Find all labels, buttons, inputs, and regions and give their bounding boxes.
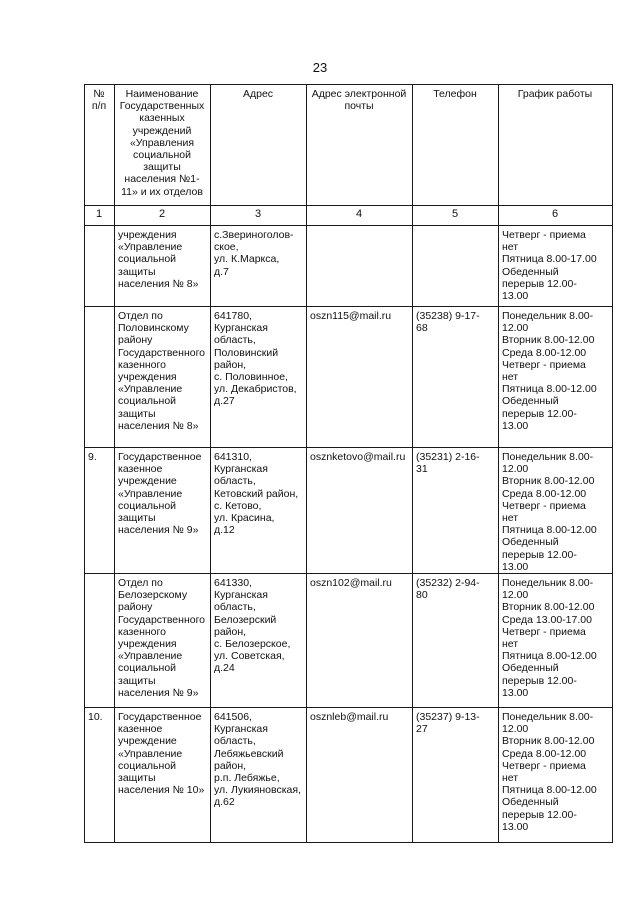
table-hline xyxy=(84,573,613,574)
header-address: Адрес xyxy=(242,88,274,100)
table-vline xyxy=(498,84,499,842)
row-name: учреждения «Управление социальной защиты населения № 8» xyxy=(118,229,199,290)
row-no: 9. xyxy=(88,451,97,463)
row-address: с.Звериноголов- ское, ул. К.Маркса, д.7 xyxy=(214,229,294,278)
table-hline xyxy=(84,842,613,843)
table-vline xyxy=(306,84,307,842)
table-vline xyxy=(84,84,85,842)
table-vline xyxy=(612,84,613,842)
row-email: oszn115@mail.ru xyxy=(310,310,392,322)
row-schedule: Понедельник 8.00- 12.00 Вторник 8.00-12.00 Среда 13.00-17.00 Четверг - приема нет Пятница 8.00-12.00 Обеденный перерыв 12.00- 13.00 xyxy=(502,577,597,699)
row-address: 641310, Курганская область, Кетовский район, с. Кетово, ул. Красина, д.12 xyxy=(214,451,299,537)
row-schedule: Четверг - приема нет Пятница 8.00-17.00 Обеденный перерыв 12.00- 13.00 xyxy=(502,229,597,303)
row-schedule: Понедельник 8.00- 12.00 Вторник 8.00-12.00 Среда 8.00-12.00 Четверг - приема нет Пятница 8.00-12.00 Обеденный перерыв 12.00- 13.00 xyxy=(502,451,597,573)
table-hline xyxy=(84,225,613,226)
row-email: osznleb@mail.ru xyxy=(310,711,389,723)
header-schedule: График работы xyxy=(517,88,593,100)
header-phone: Телефон xyxy=(433,88,477,100)
table-hline xyxy=(84,205,613,206)
row-phone: (35238) 9-17- 68 xyxy=(416,310,480,335)
row-email: osznketovo@mail.ru xyxy=(310,451,406,463)
page-number: 23 xyxy=(312,60,328,75)
row-no: 10. xyxy=(88,711,103,723)
row-name: Государственное казенное учреждение «Управление социальной защиты населения № 10» xyxy=(118,711,205,797)
row-schedule: Понедельник 8.00- 12.00 Вторник 8.00-12.00 Среда 8.00-12.00 Четверг - приема нет Пятница 8.00-12.00 Обеденный перерыв 12.00- 13.00 xyxy=(502,711,597,833)
table-hline xyxy=(84,707,613,708)
column-number: 5 xyxy=(451,208,459,220)
table-hline xyxy=(84,447,613,448)
column-number: 2 xyxy=(158,208,166,220)
table-hline xyxy=(84,84,613,85)
row-name: Государственное казенное учреждение «Управление социальной защиты населения № 9» xyxy=(118,451,202,537)
row-email: oszn102@mail.ru xyxy=(310,577,392,589)
row-address: 641330, Курганская область, Белозерский район, с. Белозерское, ул. Советская, д.24 xyxy=(214,577,291,675)
row-phone: (35237) 9-13- 27 xyxy=(416,711,480,736)
column-number: 4 xyxy=(355,208,363,220)
table-vline xyxy=(412,84,413,842)
row-address: 641780, Курганская область, Половинский район, с. Половинное, ул. Декабристов, д.27 xyxy=(214,310,297,408)
row-address: 641506, Курганская область, Лебяжьевский район, р.п. Лебяжье, ул. Лукияновская, д.62 xyxy=(214,711,301,809)
column-number: 1 xyxy=(95,208,103,220)
column-number: 6 xyxy=(551,208,559,220)
column-number: 3 xyxy=(254,208,262,220)
row-name: Отдел по Белозерскому району Государственного казенного учреждения «Управление социальной защиты населения № 9» xyxy=(118,577,206,699)
table-hline xyxy=(84,306,613,307)
row-phone: (35232) 2-94- 80 xyxy=(416,577,480,602)
row-phone: (35231) 2-16- 31 xyxy=(416,451,480,476)
table-vline xyxy=(114,84,115,842)
row-schedule: Понедельник 8.00- 12.00 Вторник 8.00-12.00 Среда 8.00-12.00 Четверг - приема нет Пятница 8.00-12.00 Обеденный перерыв 12.00- 13.00 xyxy=(502,310,597,432)
header-name: Наименование Государственных казенных учреждений «Управления социальной защиты населения №1- 11» и их отделов xyxy=(119,88,205,198)
header-no: № п/п xyxy=(91,88,107,113)
header-email: Адрес электронной почты xyxy=(311,88,407,113)
table-vline xyxy=(210,84,211,842)
row-name: Отдел по Половинскому району Государственного казенного учреждения «Управление социальной защиты населения № 8» xyxy=(118,310,206,432)
